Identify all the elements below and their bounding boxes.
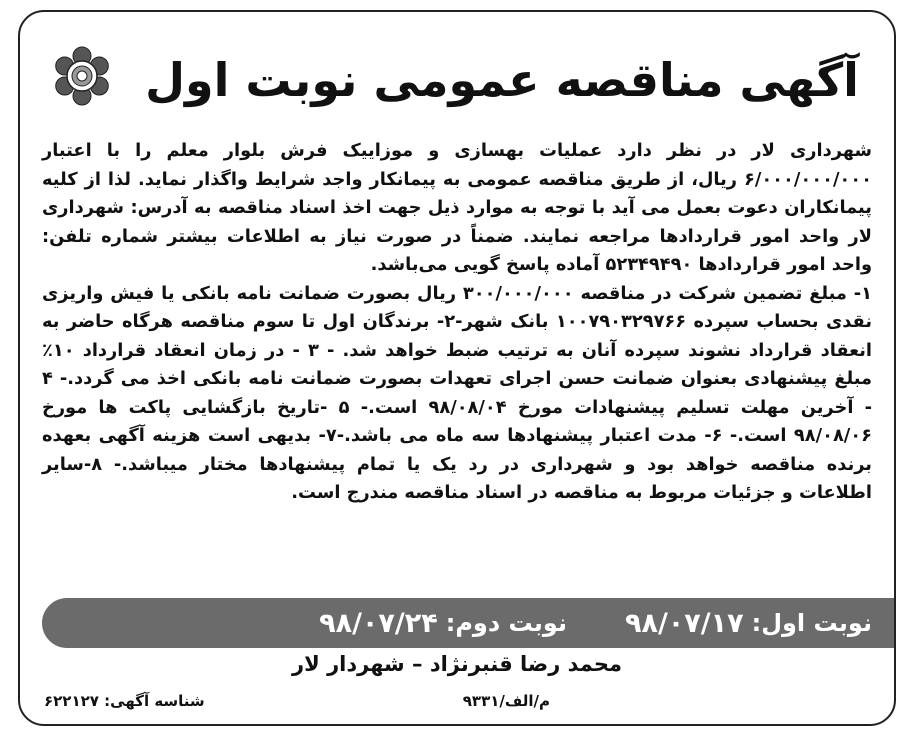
notice-title: آگهی مناقصه عمومی نوبت اول [145, 53, 859, 107]
first-publication-label: نوبت اول: [751, 609, 872, 637]
first-publication-date: ۹۸/۰۷/۱۷ [624, 607, 744, 639]
signature: محمد رضا قنبرنژاد – شهردار لار [292, 652, 622, 676]
intro-paragraph: شهرداری لار در نظر دارد عملیات بهسازی و موزاییک فرش بلوار معلم را با اعتبار ۶/۰۰۰/۰۰۰/۰۰۰ ریال، از طریق مناقصه عمومی به پیمانکار واجد شرایط واگذار نماید. لذا از کلیه پیمانکاران دعوت بعمل می آید با توجه به موارد ذیل جهت اخذ اسناد مناقصه به آدرس: شهرداری لار واحد امور قراردادها مراجعه نمایند. ضمناً در صورت نیاز به اطلاعات بیشتر شماره تلفن: واحد امور قراردادها ۵۲۳۴۹۴۹۰ آماده پاسخ گویی می‌باشد. [42, 140, 872, 275]
second-publication-label: نوبت دوم: [445, 609, 567, 637]
ad-id: شناسه آگهی: ۶۲۲۱۲۷ [44, 692, 205, 710]
notice-frame [18, 10, 896, 726]
reference-number: م/الف/۹۳۳۱ [462, 692, 550, 710]
publication-dates-band [42, 598, 894, 648]
municipality-emblem-icon [50, 44, 114, 108]
second-publication-date: ۹۸/۰۷/۲۴ [319, 607, 438, 639]
footer [44, 692, 870, 716]
notice-body [42, 137, 872, 508]
conditions-paragraph: ۱- مبلغ تضمین شرکت در مناقصه ۳۰۰/۰۰۰/۰۰۰ ریال بصورت ضمانت نامه بانکی یا فیش واریزی نقدی بحساب سپرده ۱۰۰۷۹۰۳۲۹۷۶۶ بانک شهر-۲- برندگان اول تا سوم مناقصه هرگاه حاضر به انعقاد قرارداد نشوند سپرده آنان به ترتیب ضبط خواهد شد. - ۳ - در زمان انعقاد قرارداد ۱۰٪ مبلغ پیشنهادی بعنوان ضمانت حسن اجرای تعهدات بصورت ضمانت نامه بانکی اخذ می گردد.- ۴ - آخرین مهلت تسلیم پیشنهادات مورخ ۹۸/۰۸/۰۴ است.- ۵ -تاریخ بازگشایی پاکت ها مورخ ۹۸/۰۸/۰۶ است.- ۶- مدت اعتبار پیشنهادها سه ماه می باشد.-۷- بدیهی است هزینه آگهی بعهده برنده مناقصه خواهد بود و شهرداری در رد یک یا تمام پیشنهادها مختار میباشد.- ۸-سایر اطلاعات و جزئیات مربوط به مناقصه در اسناد مناقصه مندرج است. [42, 282, 873, 503]
